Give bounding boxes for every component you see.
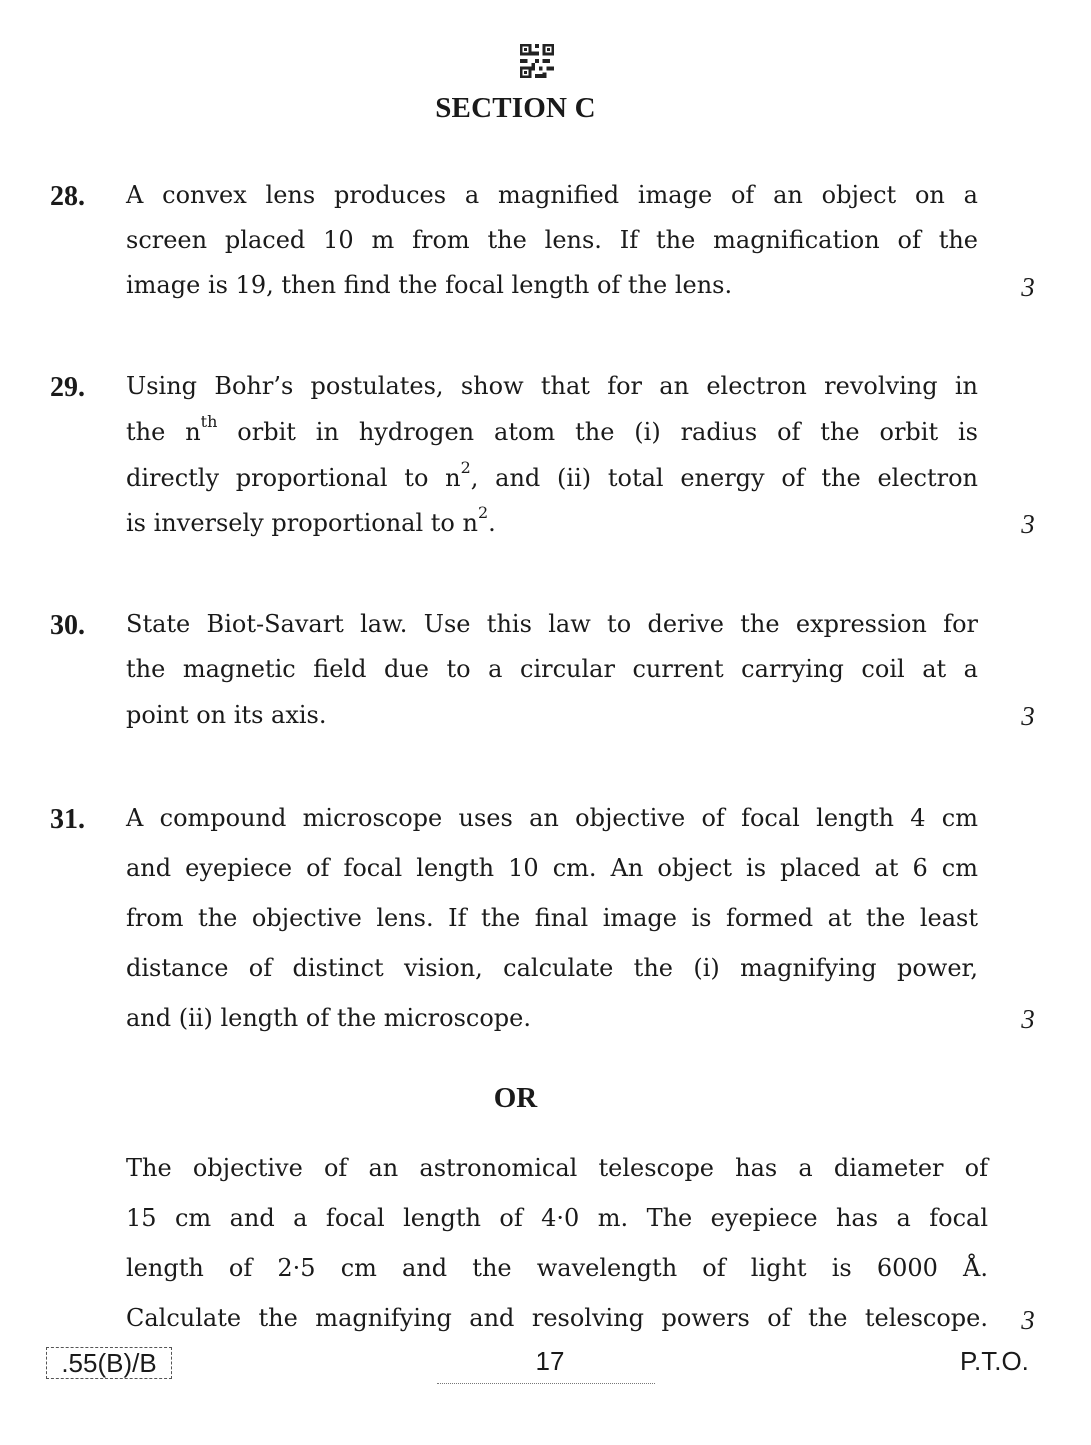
page-number-underline (437, 1383, 655, 1384)
question-text-line: 15 cm and a focal length of 4·0 m. The eyepiece has a focal (126, 1204, 988, 1232)
question-text-line: is inversely proportional to $n^2$. (126, 503, 496, 537)
question-text-line: image is 19, then find the focal length of the lens. (126, 271, 733, 299)
question-text-line: distance of distinct vision, calculate the (i) magnifying power, (126, 954, 978, 982)
question-text-line: and (ii) length of the microscope. (126, 1004, 531, 1032)
superscript: 2 (460, 458, 471, 477)
question-text-line: screen placed 10 m from the lens. If the magnification of the (126, 226, 978, 254)
marks-label: 3 (1021, 272, 1035, 302)
question-text-line: Calculate the magnifying and resolving powers of the telescope. (126, 1304, 988, 1332)
question-text-line: directly proportional to $n^2$, and (ii) total energy of the electron (126, 458, 978, 492)
question-text-line: A convex lens produces a magnified image of an object on a (126, 181, 978, 209)
question-text-line: point on its axis. (126, 701, 327, 729)
superscript: th (200, 412, 218, 431)
question-text-line: from the objective lens. If the final image is formed at the least (126, 904, 978, 932)
question-text-line: and eyepiece of focal length 10 cm. An object is placed at 6 cm (126, 854, 978, 882)
question-text-line: State Biot-Savart law. Use this law to derive the expression for (126, 610, 978, 638)
question-text-line: The objective of an astronomical telescope has a diameter of (126, 1154, 988, 1182)
marks-label: 3 (1021, 509, 1035, 539)
question-number: 31. (50, 804, 85, 835)
section-title: SECTION C (435, 92, 596, 124)
question-text-line: A compound microscope uses an objective of focal length 4 cm (126, 804, 978, 832)
marks-label: 3 (1021, 1004, 1035, 1034)
question-text-line: the magnetic field due to a circular current carrying coil at a (126, 655, 978, 683)
question-number: 28. (50, 181, 85, 212)
question-text-line: Using Bohr’s postulates, show that for an electron revolving in (126, 372, 978, 400)
question-number: 29. (50, 372, 85, 403)
qr-code-icon (519, 44, 555, 78)
question-text-line: the $n^{th}$ orbit in hydrogen atom the (i) radius of the orbit is (126, 412, 978, 446)
page-number: 17 (535, 1346, 565, 1376)
marks-label: 3 (1021, 1305, 1035, 1335)
paper-code: .55(B)/B (46, 1347, 172, 1379)
superscript: 2 (477, 503, 489, 522)
or-label: OR (493, 1082, 538, 1114)
marks-label: 3 (1021, 701, 1035, 731)
pto-label: P.T.O. (960, 1346, 1029, 1376)
question-number: 30. (50, 610, 85, 641)
question-text-line: length of 2·5 cm and the wavelength of light is 6000 Å. (126, 1254, 988, 1282)
